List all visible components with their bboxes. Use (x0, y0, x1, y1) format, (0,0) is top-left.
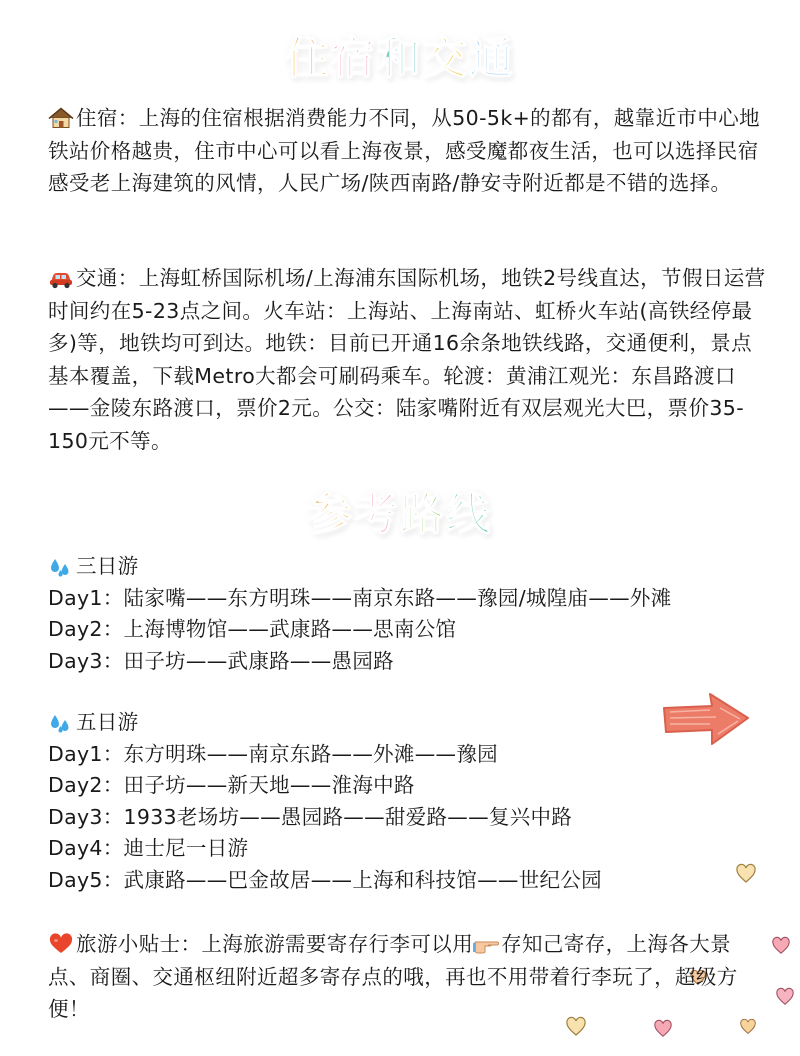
title-char: 路 (400, 489, 446, 540)
title-char: 宿 (331, 33, 377, 84)
tips-text-before: 旅游小贴士：上海旅游需要寄存行李可以用 (76, 932, 474, 956)
three-day-heading: 三日游 (76, 554, 139, 578)
house-icon (48, 107, 74, 129)
pointing-hand-icon (473, 933, 499, 955)
day-line: Day4：迪士尼一日游 (48, 836, 249, 860)
stay-text: 住宿：上海的住宿根据消费能力不同，从50-5k+的都有，越靠近市中心地铁站价格越贵，住市中心可以看上海夜景，感受魔都夜生活，也可以选择民宿感受老上海建筑的风情，人民广场/陕西南路/静安寺附近都是不错的选择。 (48, 106, 761, 195)
droplets-icon (48, 712, 74, 734)
section-title-routes (0, 478, 800, 542)
heart-decoration-icon (776, 986, 794, 1008)
heart-decoration-icon (736, 862, 756, 886)
five-day-heading: 五日游 (76, 710, 139, 734)
day-line: Day3：田子坊——武康路——愚园路 (48, 648, 394, 673)
tips-text-after: 存知己寄存，上海各大景点、商圈、交通枢纽附近超多寄存点的哦，再也不用带着行李玩了，超级方便！ (48, 932, 738, 1021)
stay-paragraph (48, 102, 768, 200)
day-line: Day1：陆家嘴——东方明珠——南京东路——豫园/城隍庙——外滩 (48, 585, 672, 610)
traffic-text: 交通：上海虹桥国际机场/上海浦东国际机场，地铁2号线直达，节假日运营时间约在5-23点之间。火车站：上海站、上海南站、虹桥火车站(高铁经停最多)等，地铁均可到达。地铁：目前已开通16余条地铁线路，交通便利，景点基本覆盖，下载Metro大都会可刷码乘车。轮渡：黄浦江观光：东昌路渡口——金陵东路渡口，票价2元。公交：陆家嘴附近有双层观光大巴，票价35-150元不等。 (48, 266, 766, 453)
heart-decoration-icon (772, 935, 790, 957)
day-line: Day1：东方明珠——南京东路——外滩——豫园 (48, 741, 498, 766)
title-char: 参 (308, 489, 354, 540)
droplets-icon (48, 556, 74, 578)
title-char: 考 (354, 489, 400, 540)
day-line: Day2：上海博物馆——武康路——思南公馆 (48, 617, 457, 641)
title-char: 住 (285, 33, 331, 84)
day-line: Day5：武康路——巴金故居——上海和科技馆——世纪公园 (48, 867, 602, 892)
day-line: Day2：田子坊——新天地——淮海中路 (48, 773, 415, 797)
heart-icon (48, 933, 74, 955)
car-icon (48, 267, 74, 289)
title-char: 和 (377, 33, 423, 84)
title-char: 线 (446, 489, 492, 540)
traffic-paragraph (48, 262, 768, 457)
tips-paragraph (48, 928, 768, 1026)
arrow-decoration-icon (660, 688, 752, 750)
day-line: Day3：1933老场坊——愚园路——甜爱路——复兴中路 (48, 804, 573, 829)
three-day-itinerary (48, 551, 768, 677)
section-title-stay-transport (0, 22, 800, 86)
three-day-heading-row (48, 551, 768, 583)
title-char: 通 (469, 33, 515, 84)
title-char: 交 (423, 33, 469, 84)
